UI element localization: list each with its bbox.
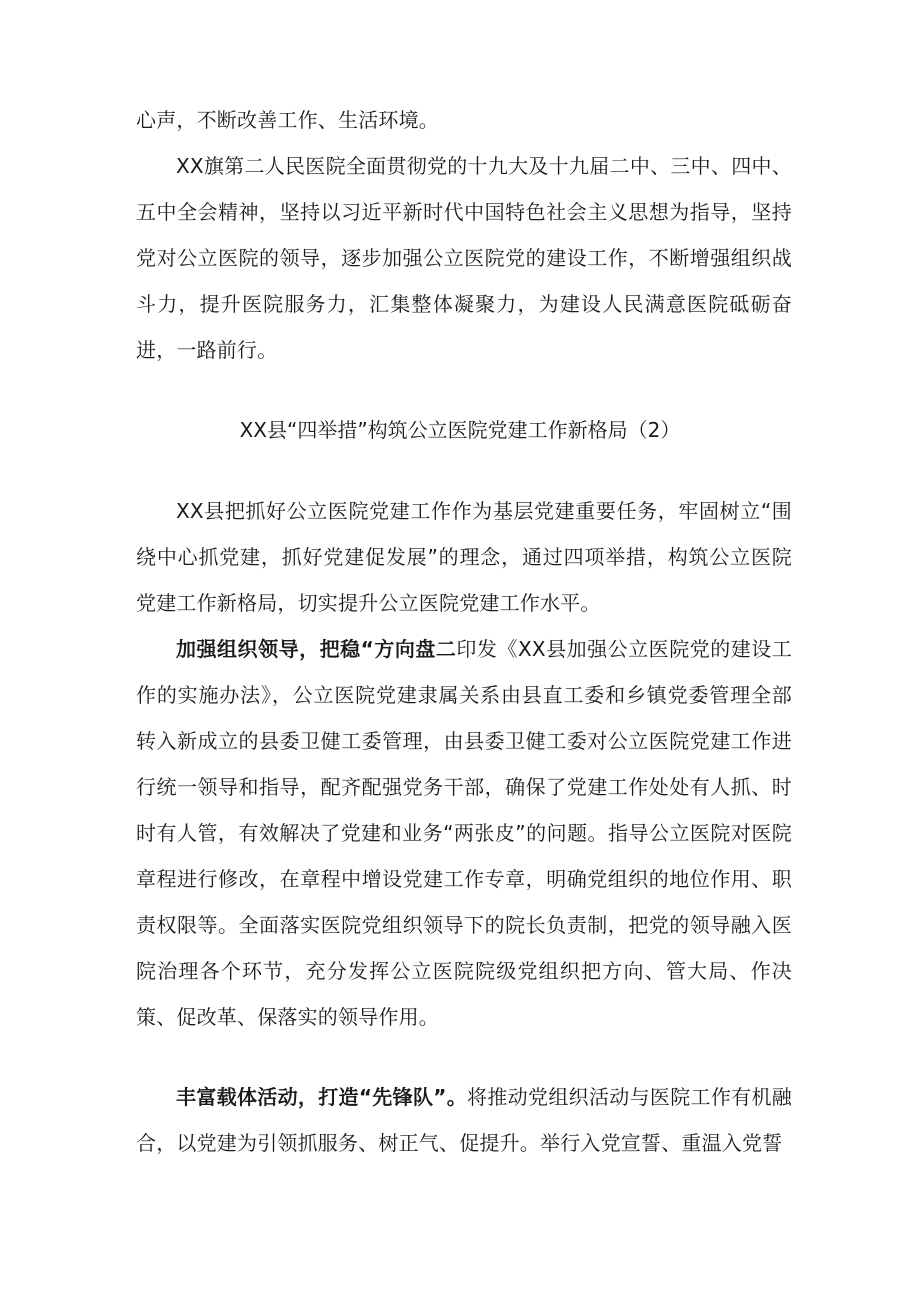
paragraph-body: 印发《XX县加强公立医院党的建设工作的实施办法》，公立医院党建隶属关系由县直工委和乡镇党委管理全部转入新成立的县委卫健工委管理，由县委卫健工委对公立医院党建工作进行统一领导和指导，配齐配强党务干部，确保了党建工作处处有人抓、时时有人管，有效解决了党建和业务“两张皮”的问题。指导公立医院对医院章程进行修改，在章程中增设党建工作专章，明确党组织的地位作用、职责权限等。全面落实医院党组织领导下的院长负责制，把党的领导融入医院治理各个环节，充分发挥公立医院院级党组织把方向、管大局、作决策、促改革、保落实的领导作用。 [136, 637, 792, 1029]
paragraph-body: 将推动党组织活动与医院工作有机融合，以党建为引领抓服务、树正气、促提升。举行入党宣誓、重温入党誓 [136, 1085, 792, 1155]
paragraph-lead-heading: 丰富载体活动，打造“先锋队”。 [176, 1085, 468, 1109]
paragraph-lead-heading: 加强组织领导，把稳“方向盘二 [176, 637, 457, 661]
paragraph-intro: XX县把抓好公立医院党建工作作为基层党建重要任务，牢固树立“围绕中心抓党建，抓好党建促发展”的理念，通过四项举措，构筑公立医院党建工作新格局，切实提升公立医院党建工作水平。 [136, 499, 792, 615]
paragraph-organization-leadership [136, 626, 792, 1040]
section-title: XX县“四举措”构筑公立医院党建工作新格局（2） [239, 418, 681, 442]
paragraph-continuation: 心声，不断改善工作、生活环境。 [136, 108, 439, 132]
paragraph-banner-hospital: XX旗第二人民医院全面贯彻党的十九大及十九届二中、三中、四中、五中全会精神，坚持以习近平新时代中国特色社会主义思想为指导，坚持党对公立医院的领导，逐步加强公立医院党的建设工作，不断增强组织战斗力，提升医院服务力，汇集整体凝聚力，为建设人民满意医院砥砺奋进，一路前行。 [136, 154, 792, 362]
paragraph-activities [136, 1074, 792, 1166]
